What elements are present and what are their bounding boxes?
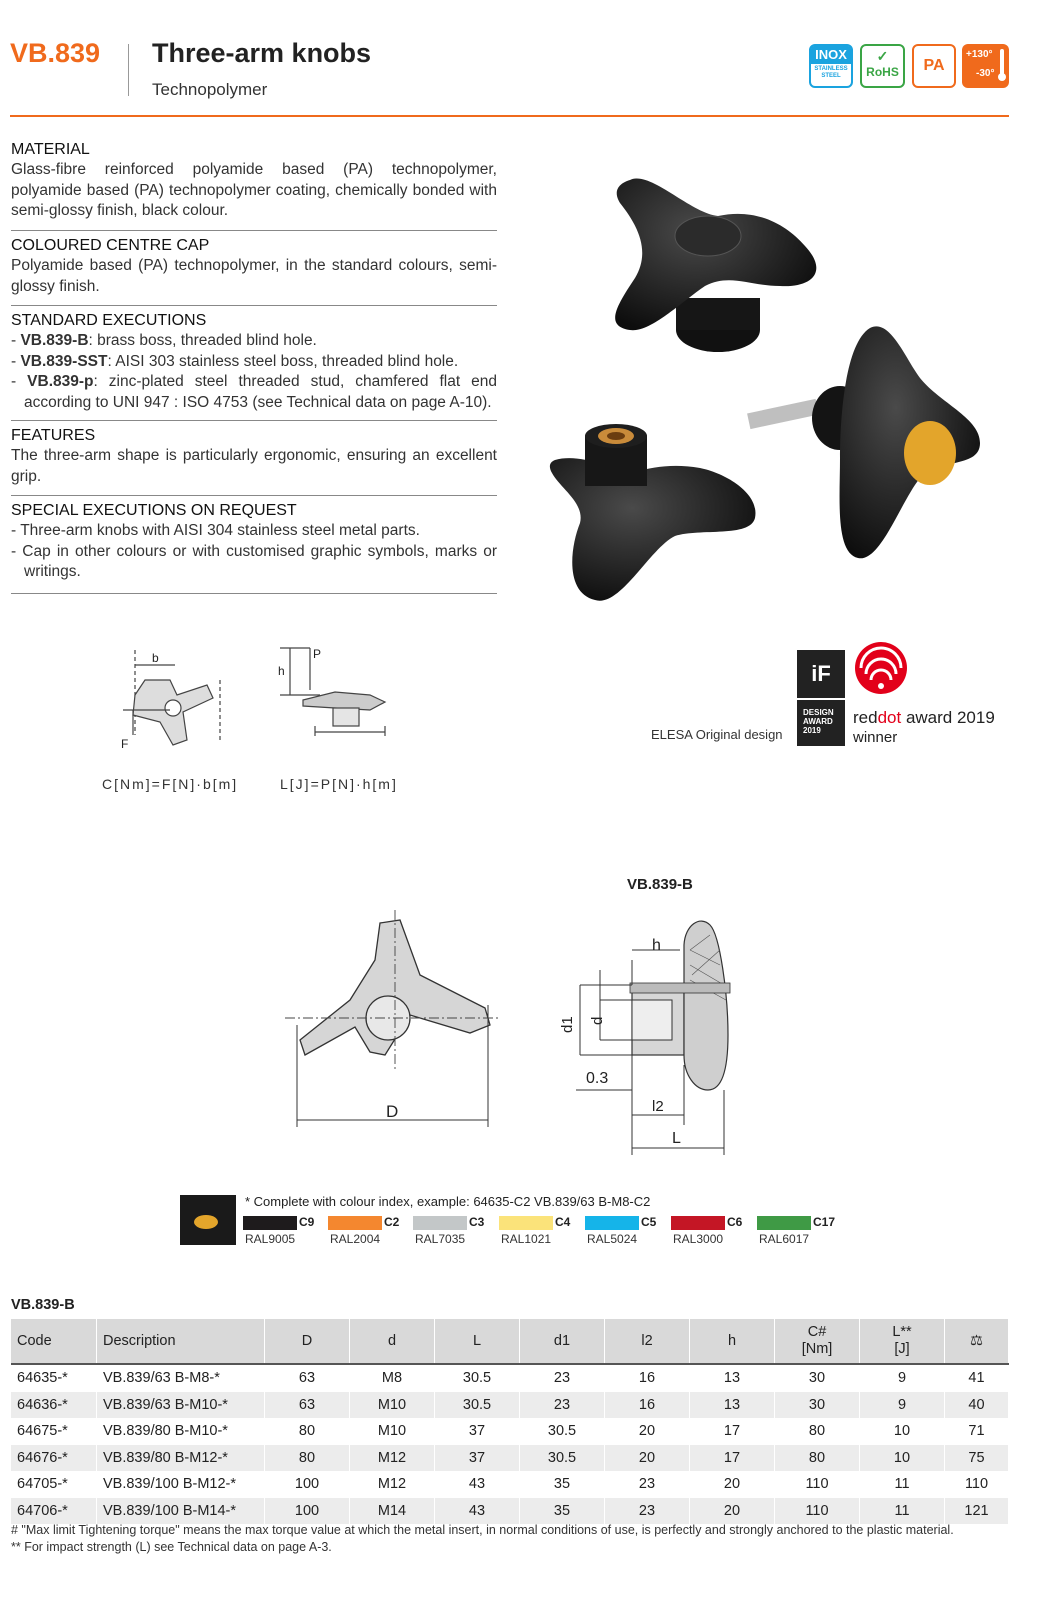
label-f: F <box>121 737 129 751</box>
table-cell: 13 <box>690 1364 775 1392</box>
table-cell: 64635-* <box>11 1364 97 1392</box>
table-cell: 71 <box>945 1418 1009 1445</box>
table-cell: 9 <box>860 1392 945 1419</box>
table-cell: 20 <box>690 1498 775 1525</box>
table-cell: M14 <box>350 1498 435 1525</box>
table-cell: VB.839/100 B-M14-* <box>97 1498 265 1525</box>
dim-d1: d1 <box>559 1016 576 1033</box>
colour-code: C4 <box>555 1215 571 1229</box>
dim-d: d <box>589 1016 606 1025</box>
table-cell: 41 <box>945 1364 1009 1392</box>
label-b: b <box>152 651 159 665</box>
divider <box>11 230 497 231</box>
colour-code: C2 <box>384 1215 400 1229</box>
table-cell: 80 <box>775 1445 860 1472</box>
table-cell: 110 <box>945 1471 1009 1498</box>
colour-index-note: * Complete with colour index, example: 64635-C2 VB.839/63 B-M8-C2 <box>245 1194 651 1209</box>
table-row <box>11 1364 1009 1392</box>
table-cell: 37 <box>435 1445 520 1472</box>
table-row <box>11 1392 1009 1419</box>
table-cell: 13 <box>690 1392 775 1419</box>
table-cell: 10 <box>860 1445 945 1472</box>
table-cell: M10 <box>350 1418 435 1445</box>
colour-swatch <box>585 1216 639 1230</box>
knob-top <box>615 178 816 352</box>
if-logo: iF <box>797 650 845 698</box>
col-description: Description <box>97 1319 265 1364</box>
material-section <box>11 140 497 222</box>
table-cell: 20 <box>690 1471 775 1498</box>
section-view <box>630 921 730 1090</box>
cap-heading: COLOURED CENTRE CAP <box>11 237 210 254</box>
table-cell: 16 <box>605 1364 690 1392</box>
footnote-impact: ** For impact strength (L) see Technical data on page A-3. <box>11 1540 332 1554</box>
temperature-badge: +130° -30° <box>962 44 1009 88</box>
header-rule <box>10 115 1009 117</box>
table-cell: 30 <box>775 1364 860 1392</box>
table-cell: 100 <box>265 1471 350 1498</box>
colour-ral: RAL6017 <box>759 1232 810 1246</box>
list-item: - Cap in other colours or with customised graphic symbols, marks or writings. <box>11 542 498 580</box>
label-h: h <box>278 664 285 678</box>
knob-insert <box>550 424 756 601</box>
label-p: P <box>313 647 322 661</box>
scale-icon: ⚖ <box>970 1332 983 1349</box>
table-cell: 80 <box>265 1445 350 1472</box>
colour-ral: RAL2004 <box>330 1232 381 1246</box>
col-torque: C# [Nm] <box>775 1319 860 1364</box>
table-cell: 23 <box>605 1471 690 1498</box>
table-cell: 110 <box>775 1498 860 1525</box>
table-cell: VB.839/80 B-M10-* <box>97 1418 265 1445</box>
table-cell: 64675-* <box>11 1418 97 1445</box>
table-cell: 80 <box>775 1418 860 1445</box>
colour-code: C9 <box>299 1215 315 1229</box>
table-cell: VB.839/80 B-M12-* <box>97 1445 265 1472</box>
table-cell: 17 <box>690 1418 775 1445</box>
table-cell: M8 <box>350 1364 435 1392</box>
colour-swatch <box>757 1216 811 1230</box>
footnote-torque: # "Max limit Tightening torque" means the max torque value at which the metal insert, in normal conditions of use, is perfectly and strongly anchored to the plastic material. <box>11 1523 954 1537</box>
table-cell: 63 <box>265 1364 350 1392</box>
table-cell: 64705-* <box>11 1471 97 1498</box>
table-cell: 11 <box>860 1498 945 1525</box>
torque-diagram <box>123 650 220 745</box>
table-row <box>11 1471 1009 1498</box>
list-item: - VB.839-p: zinc-plated steel threaded stud, chamfered flat end according to UNI 947 : ISO 4753 (see Technical data on page A-10). <box>11 373 497 411</box>
table-cell: 23 <box>520 1364 605 1392</box>
col-D: D <box>265 1319 350 1364</box>
table-cell: 63 <box>265 1392 350 1419</box>
table-cell: 10 <box>860 1418 945 1445</box>
table-cell: M12 <box>350 1445 435 1472</box>
col-L: L <box>435 1319 520 1364</box>
check-icon: ✓ <box>876 48 889 64</box>
if-design-award: DESIGN AWARD 2019 <box>797 700 845 746</box>
dim-h: h <box>652 937 661 954</box>
colour-ral: RAL5024 <box>587 1232 638 1246</box>
list-item: - VB.839-B: brass boss, threaded blind hole. <box>11 332 317 349</box>
col-code: Code <box>11 1319 97 1364</box>
material-text: Glass-fibre reinforced polyamide based (PA) technopolymer, polyamide based (PA) technopolymer coating, chemically bonded with semi-glossy finish, black colour. <box>11 161 497 219</box>
table-cell: 16 <box>605 1392 690 1419</box>
table-row <box>11 1498 1009 1525</box>
table-cell: 20 <box>605 1445 690 1472</box>
specification-table <box>11 1319 1009 1524</box>
cap-colour-thumbnail <box>180 1195 236 1245</box>
table-cell: 23 <box>605 1498 690 1525</box>
col-d1: d1 <box>520 1319 605 1364</box>
torque-formula: C[Nm]=F[N]·b[m] <box>102 776 239 792</box>
table-cell: 64676-* <box>11 1445 97 1472</box>
table-cell: M10 <box>350 1392 435 1419</box>
colour-ral: RAL9005 <box>245 1232 296 1246</box>
dim-l2: l2 <box>652 1098 664 1115</box>
rohs-badge: ✓ RoHS <box>860 44 905 88</box>
col-d: d <box>350 1319 435 1364</box>
colour-swatch <box>671 1216 725 1230</box>
table-cell: 80 <box>265 1418 350 1445</box>
table-cell: 11 <box>860 1471 945 1498</box>
table-cell: 64706-* <box>11 1498 97 1525</box>
thermometer-icon <box>1000 49 1004 75</box>
standard-section <box>11 311 497 413</box>
table-cell: 30 <box>775 1392 860 1419</box>
col-weight <box>945 1319 1009 1364</box>
page-title: Three-arm knobs <box>152 38 372 68</box>
special-heading: SPECIAL EXECUTIONS ON REQUEST <box>11 502 297 519</box>
table-title: VB.839-B <box>11 1297 75 1313</box>
table-cell: 17 <box>690 1445 775 1472</box>
table-cell: 64636-* <box>11 1392 97 1419</box>
impact-diagram <box>280 648 385 736</box>
table-cell: 9 <box>860 1364 945 1392</box>
colour-swatch <box>499 1216 553 1230</box>
torque-impact-diagrams <box>95 640 425 760</box>
colour-swatch <box>243 1216 297 1230</box>
table-cell: VB.839/63 B-M8-* <box>97 1364 265 1392</box>
features-heading: FEATURES <box>11 427 96 444</box>
colour-ral: RAL3000 <box>673 1232 724 1246</box>
special-section <box>11 501 497 583</box>
col-h: h <box>690 1319 775 1364</box>
colour-code: C17 <box>813 1215 836 1229</box>
impact-formula: L[J]=P[N]·h[m] <box>280 776 398 792</box>
table-cell: 30.5 <box>435 1392 520 1419</box>
list-item: - Three-arm knobs with AISI 304 stainless steel metal parts. <box>11 522 420 539</box>
cap-text: Polyamide based (PA) technopolymer, in the standard colours, semi-glossy finish. <box>11 257 497 295</box>
table-row <box>11 1445 1009 1472</box>
technical-drawing <box>280 905 740 1160</box>
colour-ral: RAL1021 <box>501 1232 552 1246</box>
table-cell: 100 <box>265 1498 350 1525</box>
table-cell: 43 <box>435 1498 520 1525</box>
table-cell: 20 <box>605 1418 690 1445</box>
table-cell: VB.839/63 B-M10-* <box>97 1392 265 1419</box>
divider <box>11 420 497 421</box>
product-photo <box>540 168 1010 608</box>
colour-code: C6 <box>727 1215 743 1229</box>
inox-badge: INOX STAINLESS STEEL <box>809 44 853 88</box>
table-cell: 30.5 <box>520 1445 605 1472</box>
pa-badge: PA <box>912 44 956 88</box>
table-cell: 23 <box>520 1392 605 1419</box>
col-impact: L** [J] <box>860 1319 945 1364</box>
table-cell: 35 <box>520 1471 605 1498</box>
colour-swatch <box>328 1216 382 1230</box>
dim-l: L <box>672 1130 681 1147</box>
colour-code: C5 <box>641 1215 657 1229</box>
table-cell: 40 <box>945 1392 1009 1419</box>
table-cell: VB.839/100 B-M12-* <box>97 1471 265 1498</box>
table-row <box>11 1418 1009 1445</box>
divider <box>11 495 497 496</box>
colour-ral: RAL7035 <box>415 1232 466 1246</box>
cap-section <box>11 236 497 297</box>
divider <box>11 593 497 594</box>
product-code: VB.839 <box>10 38 101 68</box>
table-cell: 75 <box>945 1445 1009 1472</box>
table-cell: 121 <box>945 1498 1009 1525</box>
features-section <box>11 426 497 487</box>
table-cell: 110 <box>775 1471 860 1498</box>
col-l2: l2 <box>605 1319 690 1364</box>
header-divider <box>128 44 129 96</box>
drawing-title: VB.839-B <box>627 876 693 893</box>
colour-code: C3 <box>469 1215 485 1229</box>
reddot-winner: winner <box>853 729 898 746</box>
table-header-row <box>11 1319 1009 1364</box>
knob-stud <box>747 326 980 558</box>
table-cell: 43 <box>435 1471 520 1498</box>
table-cell: 37 <box>435 1418 520 1445</box>
standard-heading: STANDARD EXECUTIONS <box>11 312 207 329</box>
colour-swatch <box>413 1216 467 1230</box>
dim-03: 0.3 <box>586 1070 609 1087</box>
features-text: The three-arm shape is particularly ergonomic, ensuring an excellent grip. <box>11 447 497 485</box>
reddot-award-text: reddot award 2019 <box>853 708 995 727</box>
material-heading: MATERIAL <box>11 141 90 158</box>
divider <box>11 305 497 306</box>
page-subtitle: Technopolymer <box>152 80 268 99</box>
dim-d-outer: D <box>386 1102 399 1121</box>
list-item: - VB.839-SST: AISI 303 stainless steel boss, threaded blind hole. <box>11 352 459 370</box>
elesa-design-label: ELESA Original design <box>651 727 783 742</box>
table-cell: M12 <box>350 1471 435 1498</box>
table-cell: 30.5 <box>435 1364 520 1392</box>
reddot-logo <box>853 640 909 696</box>
table-cell: 35 <box>520 1498 605 1525</box>
table-cell: 30.5 <box>520 1418 605 1445</box>
